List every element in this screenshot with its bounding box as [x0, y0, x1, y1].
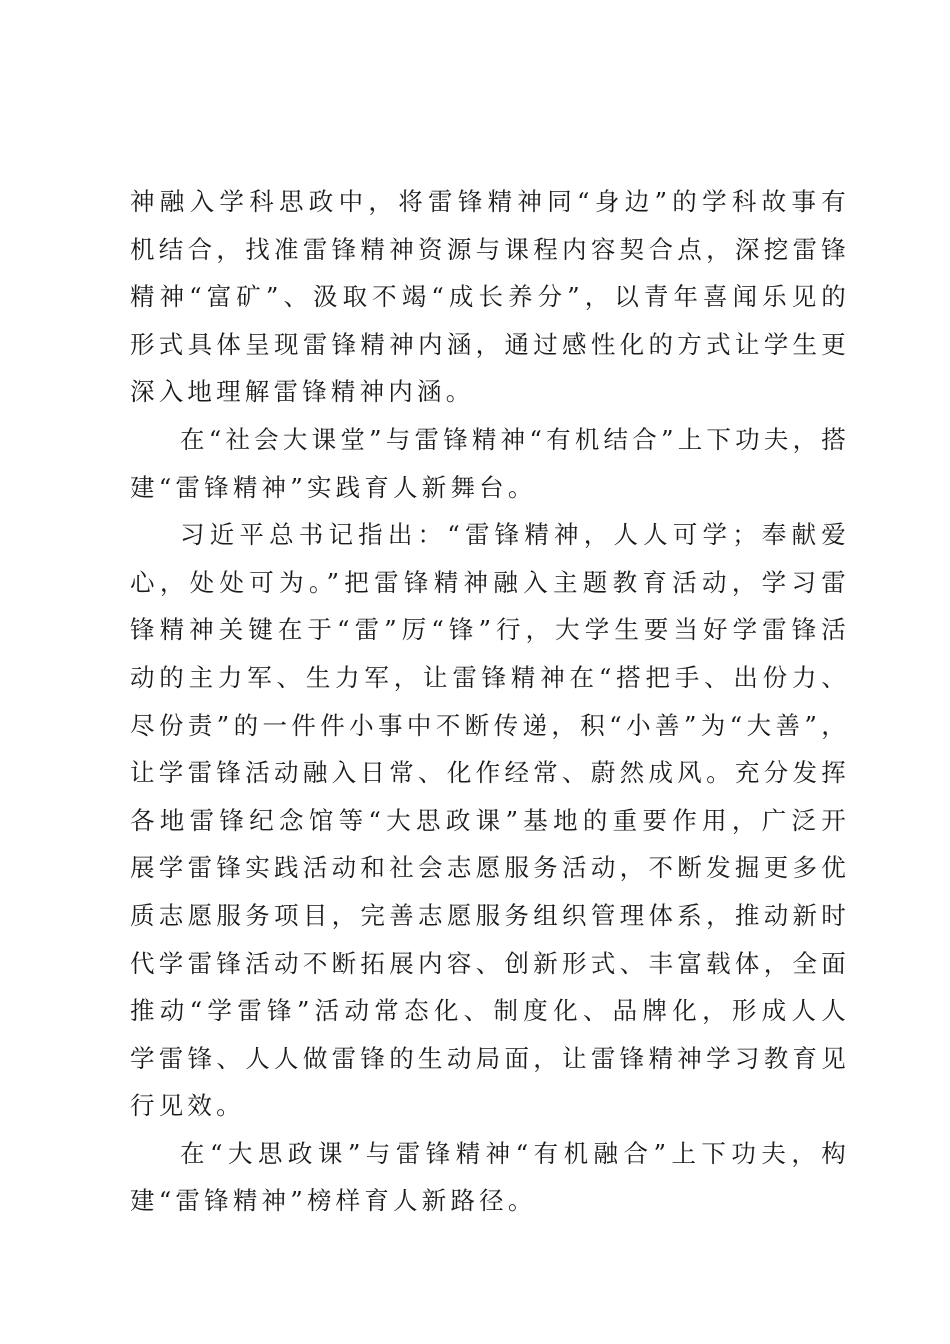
- paragraph-continued-intro: 神融入学科思政中，将雷锋精神同“身边”的学科故事有机结合，找准雷锋精神资源与课程内容契合点，深挖雷锋精神“富矿”、汲取不竭“成长养分”，以青年喜闻乐见的形式具体呈现雷锋精神内涵，通过感性化的方式让学生更深入地理解雷锋精神内涵。: [130, 187, 850, 407]
- document-body: [130, 178, 850, 1225]
- paragraph-ideological-course: 在“大思政课”与雷锋精神“有机融合”上下功夫，构建“雷锋精神”榜样育人新路径。: [130, 1138, 850, 1216]
- paragraph-xi-quote: 习近平总书记指出：“雷锋精神，人人可学；奉献爱心，处处可为。”把雷锋精神融入主题教育活动，学习雷锋精神关键在于“雷”厉“锋”行，大学生要当好学雷锋活动的主力军、生力军，让雷锋精神在“搭把手、出份力、尽份责”的一件件小事中不断传递，积“小善”为“大善”，让学雷锋活动融入日常、化作经常、蔚然成风。充分发挥各地雷锋纪念馆等“大思政课”基地的重要作用，广泛开展学雷锋实践活动和社会志愿服务活动，不断发掘更多优质志愿服务项目，完善志愿服务组织管理体系，推动新时代学雷锋活动不断拓展内容、创新形式、丰富载体，全面推动“学雷锋”活动常态化、制度化、品牌化，形成人人学雷锋、人人做雷锋的生动局面，让雷锋精神学习教育见行见效。: [130, 520, 850, 1121]
- paragraph-social-classroom: 在“社会大课堂”与雷锋精神“有机结合”上下功夫，搭建“雷锋精神”实践育人新舞台。: [130, 424, 850, 502]
